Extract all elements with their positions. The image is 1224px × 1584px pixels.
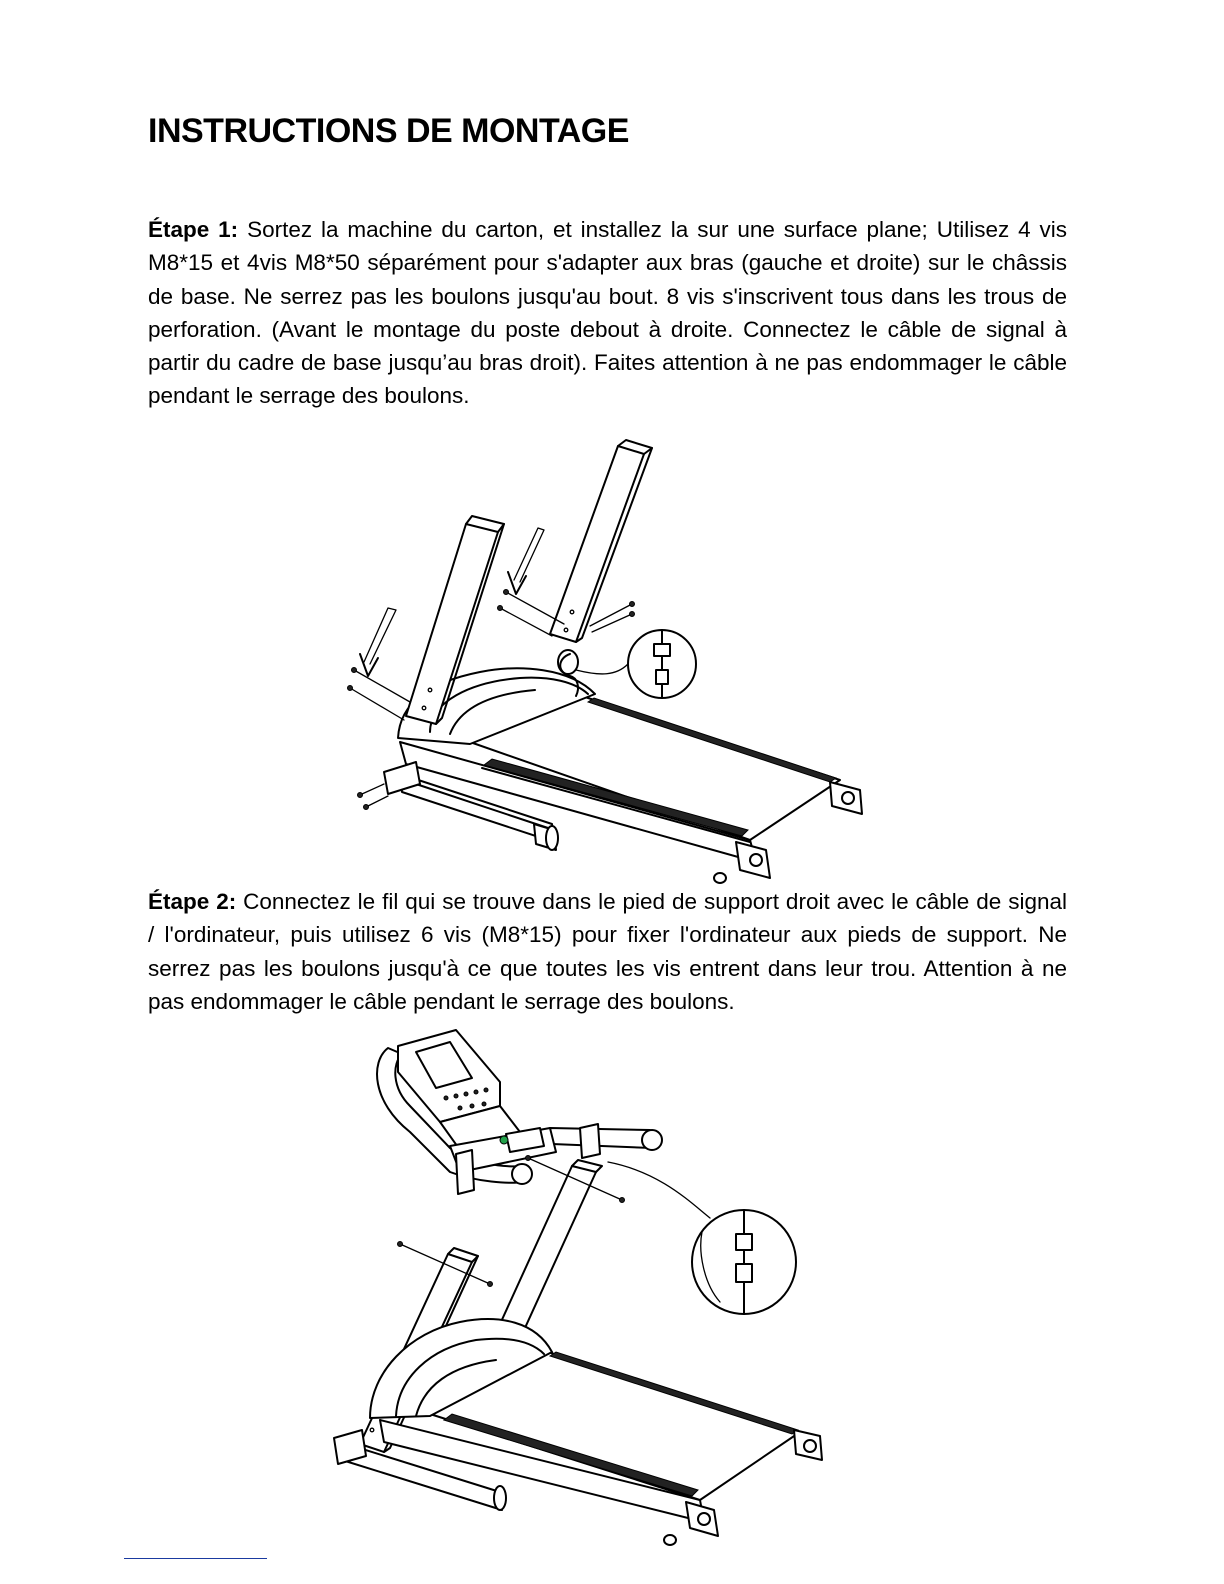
step-2-label: Étape 2:: [148, 889, 237, 914]
footnote-rule: [124, 1558, 267, 1559]
step-2-illustration: [300, 1022, 860, 1562]
step-1-illustration: [320, 432, 900, 892]
step-1-paragraph: [148, 213, 1067, 413]
step-2-text: Connectez le fil qui se trouve dans le pied de support droit avec le câble de signal / l'ordinateur, puis utilisez 6 vis (M8*15) pour fixer l'ordinateur aux pieds de support. Ne serrez pas les boulons jusqu'à ce que toutes les vis entrent dans leur trou. Attention à ne pas endommager le câble pendant le serrage des boulons.: [148, 889, 1067, 1014]
step-2-paragraph: [148, 885, 1067, 1018]
step-1-label: Étape 1:: [148, 217, 239, 242]
step-1-text: Sortez la machine du carton, et installez la sur une surface plane; Utilisez 4 vis M8*15 et 4vis M8*50 séparément pour s'adapter aux bras (gauche et droite) sur le châssis de base. Ne serrez pas les boulons jusqu'au bout. 8 vis s'inscrivent tous dans les trous de perforation. (Avant le montage du poste debout à droite. Connectez le câble de signal à partir du cadre de base jusqu’au bras droit). Faites attention à ne pas endommager le câble pendant le serrage des boulons.: [148, 217, 1068, 409]
page-title: INSTRUCTIONS DE MONTAGE: [148, 112, 629, 150]
